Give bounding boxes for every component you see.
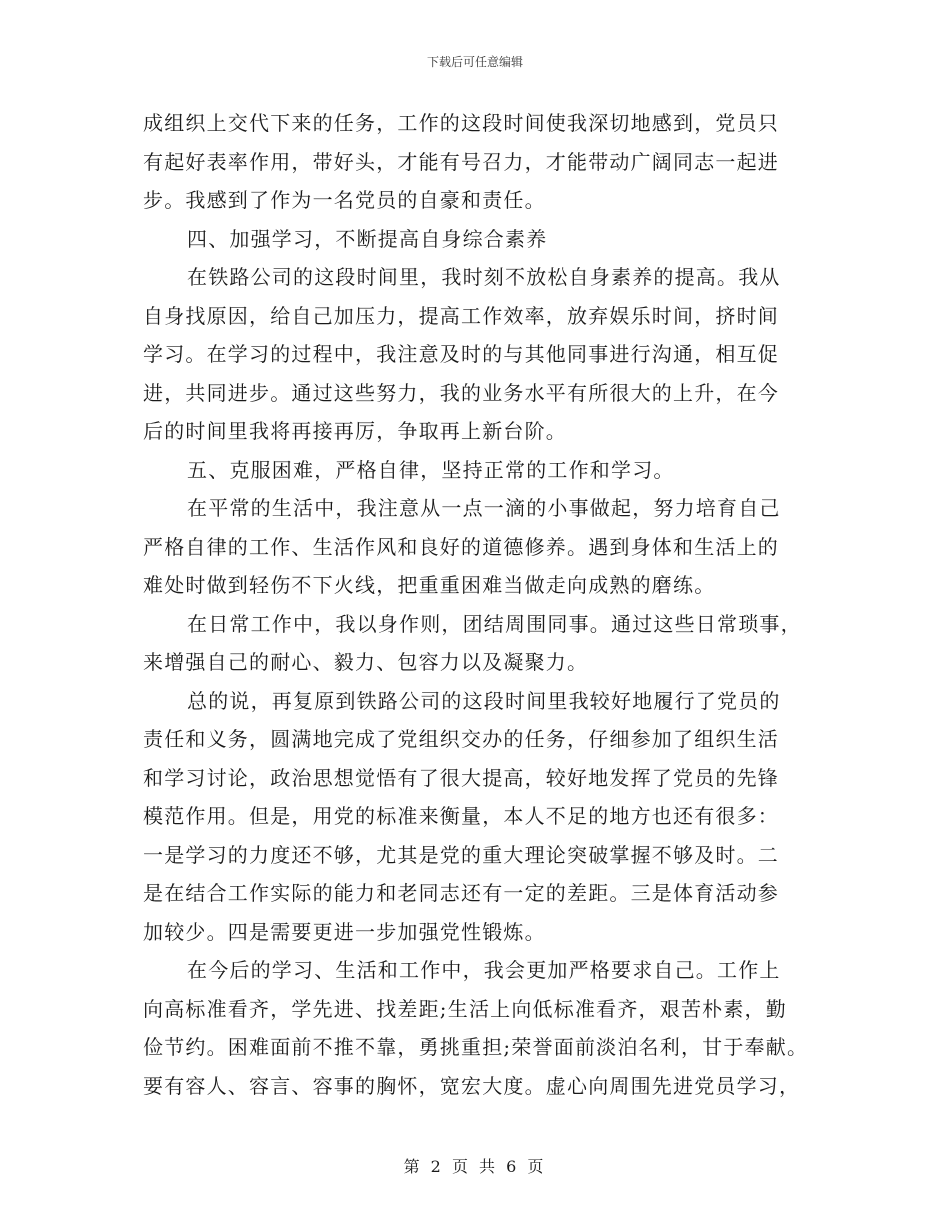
document-body — [143, 104, 807, 1105]
text-line: 和学习讨论，政治思想觉悟有了很大提高，较好地发挥了党员的先锋 — [143, 765, 779, 790]
text-line: 总的说，再复原到铁路公司的这段时间里我较好地履行了党员的 — [187, 688, 781, 713]
text-line: 是在结合工作实际的能力和老同志还有一定的差距。三是体育活动参 — [143, 881, 779, 905]
text-line: 学习。在学习的过程中，我注意及时的与其他同事进行沟通，相互促 — [143, 342, 779, 366]
text-line: 向高标准看齐，学先进、找差距;生活上向低标准看齐，艰苦朴素，勤 — [143, 996, 787, 1021]
text-line: 后的时间里我将再接再厉，争取再上新台阶。 — [143, 419, 567, 443]
page-number-footer: 第 2 页 共 6 页 — [403, 1157, 547, 1176]
text-line: 进，共同进步。通过这些努力，我的业务水平有所很大的上升，在今 — [143, 380, 779, 405]
text-line: 自身找原因，给自己加压力，提高工作效率，放弃娱乐时间，挤时间 — [143, 303, 779, 328]
text-line: 责任和义务，圆满地完成了党组织交办的任务，仔细参加了组织生活 — [143, 727, 779, 751]
text-line: 五、克服困难，严格自律，坚持正常的工作和学习。 — [187, 457, 675, 482]
text-line: 难处时做到轻伤不下火线，把重重困难当做走向成熟的磨练。 — [143, 573, 716, 597]
text-line: 四、加强学习，不断提高自身综合素养 — [187, 226, 548, 251]
text-line: 来增强自己的耐心、毅力、包容力以及凝聚力。 — [143, 650, 589, 674]
text-line: 在铁路公司的这段时间里，我时刻不放松自身素养的提高。我从 — [187, 265, 781, 289]
text-line: 步。我感到了作为一名党员的自豪和责任。 — [143, 188, 546, 212]
text-line: 在今后的学习、生活和工作中，我会更加严格要求自己。工作上 — [187, 958, 781, 982]
text-line: 在日常工作中，我以身作则，团结周围同事。通过这些日常琐事， — [187, 611, 802, 636]
text-line: 成组织上交代下来的任务，工作的这段时间使我深切地感到，党员只 — [143, 111, 779, 135]
page-header: 下载后可任意编辑 — [426, 55, 523, 69]
text-line: 严格自律的工作、生活作风和良好的道德修养。遇到身体和生活上的 — [143, 534, 779, 559]
text-line: 在平常的生活中，我注意从一点一滴的小事做起，努力培育自己 — [187, 496, 781, 520]
text-line: 要有容人、容言、容事的胸怀，宽宏大度。虚心向周围先进党员学习， — [143, 1073, 801, 1098]
text-line: 一是学习的力度还不够，尤其是党的重大理论突破掌握不够及时。二 — [143, 842, 779, 867]
text-line: 加较少。四是需要更进一步加强党性锻炼。 — [143, 919, 546, 944]
text-line: 模范作用。但是，用党的标准来衡量，本人不足的地方也还有很多： — [143, 804, 779, 828]
text-line: 有起好表率作用，带好头，才能有号召力，才能带动广阔同志一起进 — [143, 149, 779, 174]
text-line: 俭节约。困难面前不推不靠，勇挑重担;荣誉面前淡泊名利，甘于奉献。 — [143, 1035, 809, 1059]
